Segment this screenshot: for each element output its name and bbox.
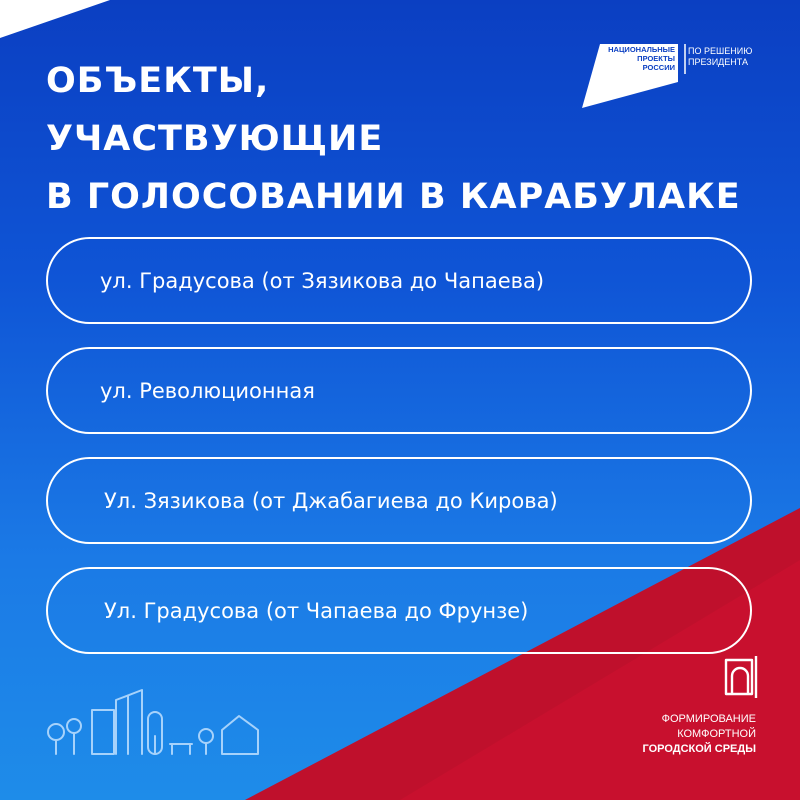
city-skyline-icon: [44, 686, 264, 758]
president-decision-caption: [688, 46, 752, 68]
np-line-3: РОССИИ: [642, 63, 675, 72]
fks-leaf-icon: [722, 654, 762, 700]
national-projects-logo-text: [605, 45, 675, 72]
brand-line-3: ГОРОДСКОЙ СРЕДЫ: [642, 743, 756, 755]
list-item: [46, 457, 752, 544]
item-label: Ул. Зязикова (от Джабагиева до Кирова): [104, 488, 558, 513]
brand-line-1: ФОРМИРОВАНИЕ: [661, 713, 756, 725]
item-label: ул. Градусова (от Зязикова до Чапаева): [100, 268, 545, 293]
item-label: Ул. Градусова (от Чапаева до Фрунзе): [104, 598, 529, 623]
caption-line-1: ПО РЕШЕНИЮ: [688, 46, 753, 56]
list-item: [46, 567, 752, 654]
np-line-2: ПРОЕКТЫ: [637, 54, 675, 63]
top-left-white-corner: [0, 0, 110, 38]
title-line-1: ОБЪЕКТЫ,: [46, 61, 270, 101]
title-line-2: УЧАСТВУЮЩИЕ: [46, 119, 384, 159]
objects-list: [46, 237, 752, 677]
np-line-1: НАЦИОНАЛЬНЫЕ: [608, 45, 675, 54]
list-item: [46, 237, 752, 324]
fks-brand-text: [540, 712, 756, 757]
item-label: ул. Революционная: [100, 378, 315, 403]
caption-line-2: ПРЕЗИДЕНТА: [688, 57, 748, 67]
title-line-3: В ГОЛОСОВАНИИ В КАРАБУЛАКЕ: [46, 177, 741, 217]
list-item: [46, 347, 752, 434]
brand-line-2: КОМФОРТНОЙ: [677, 728, 756, 740]
